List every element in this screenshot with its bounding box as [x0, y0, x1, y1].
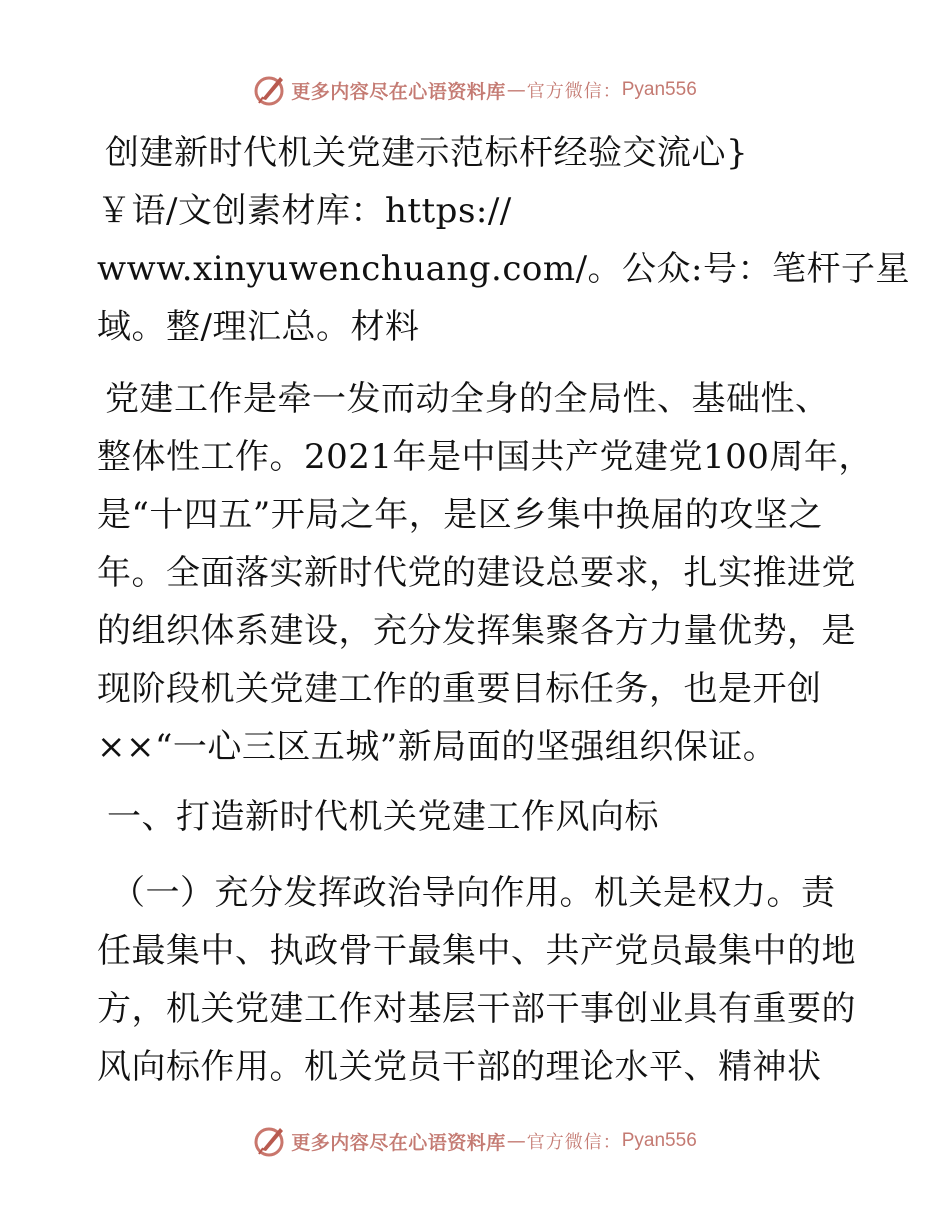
paragraph1-line-7: ××“一心三区五城”新局面的坚强组织保证。 [97, 727, 778, 767]
paragraph2-line-4: 风向标作用。机关党员干部的理论水平、精神状 [97, 1047, 822, 1087]
intro-line-4: 域。整/理汇总。材料 [97, 307, 420, 347]
paragraph1-line-1: 党建工作是牵一发而动全身的全局性、基础性、 [105, 379, 830, 419]
paragraph1-line-6: 现阶段机关党建工作的重要目标任务，也是开创 [97, 669, 822, 709]
watermark-wechat-id: Pyan556 [621, 79, 697, 100]
watermark-brand-text: 更多内容尽在心语资料库 [291, 80, 506, 103]
section-heading: 一、打造新时代机关党建工作风向标 [107, 797, 659, 837]
paragraph2-line-3: 方，机关党建工作对基层干部干事创业具有重要的 [97, 989, 856, 1029]
paragraph1-line-2: 整体性工作。2021年是中国共产党建党100周年， [97, 437, 873, 477]
paragraph1-line-4: 年。全面落实新时代党的建设总要求，扎实推进党 [97, 553, 856, 593]
paragraph1-line-5: 的组织体系建设，充分发挥集聚各方力量优势，是 [97, 611, 856, 651]
quill-logo-icon [253, 73, 287, 107]
paragraph2-line-1: （一）充分发挥政治导向作用。机关是权力。责 [111, 873, 836, 913]
intro-line-2: ￥语/文创素材库：https:// [97, 191, 512, 231]
watermark-brand-text: 更多内容尽在心语资料库 [291, 1131, 506, 1154]
paragraph1-line-3: 是“十四五”开局之年，是区乡集中换届的攻坚之 [97, 495, 823, 535]
footer-watermark-banner [0, 1121, 950, 1161]
watermark-separator: — [506, 1130, 526, 1152]
watermark-separator: — [506, 79, 526, 101]
document-body [97, 124, 910, 1096]
header-watermark-banner [0, 70, 950, 110]
intro-line-3: www.xinyuwenchuang.com/。公众:号：笔杆子星 [97, 249, 910, 289]
intro-line-1: 创建新时代机关党建示范标杆经验交流心} [105, 133, 749, 173]
watermark-wechat-label: 官方微信： [526, 1132, 622, 1153]
quill-logo-icon [253, 1124, 287, 1158]
watermark-wechat-id: Pyan556 [621, 1130, 697, 1151]
watermark-wechat-label: 官方微信： [526, 81, 622, 102]
paragraph2-line-2: 任最集中、执政骨干最集中、共产党员最集中的地 [97, 931, 856, 971]
